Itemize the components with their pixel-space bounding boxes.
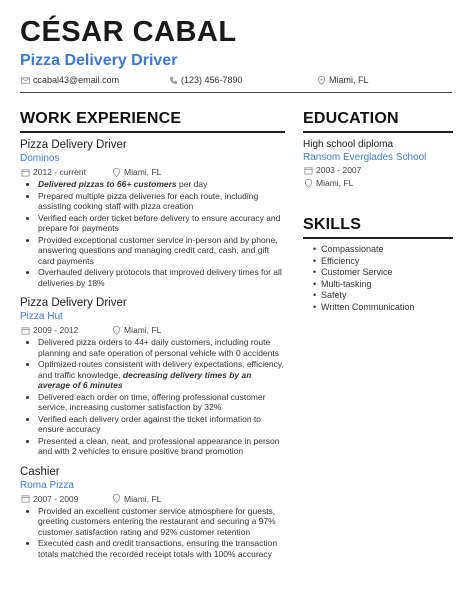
calendar-icon [303, 166, 313, 176]
bullet-item: • Delivered pizzas to 66+ customers per day [38, 179, 285, 190]
bullet-item: • Prepared multiple pizza deliveries for each route, including assisting cooking staff with pizza creation [38, 191, 285, 212]
education-degree: High school diploma [303, 139, 394, 150]
company-name: Pizza Hut [20, 311, 63, 322]
bullet-item: • Executed cash and credit transactions, ensuring the transaction totals matched the recorded receipt totals with 100% accuracy [38, 538, 285, 559]
education-location: Miami, FL [316, 178, 354, 188]
bullet-item: • Verified each delivery order against the ticket information to ensure accuracy [38, 414, 285, 435]
bullet-item: • Optimized routes consistent with delivery expectations, efficiency, and traffic knowledge, decreasing delivery times by an average of 6 minutes [38, 359, 285, 391]
skill-item: • Efficiency [313, 256, 453, 268]
sidebar-column [303, 110, 453, 313]
job-meta [20, 324, 285, 336]
company-name: Roma Pizza [20, 479, 74, 491]
job-entry [20, 465, 285, 560]
highlight-text: Delivered pizzas to 66+ customers [38, 179, 177, 189]
education-location-row [303, 177, 453, 190]
job-dates: 2009 - 2012 [33, 325, 79, 335]
contact-email [20, 74, 119, 86]
skill-item: • Safety [313, 290, 453, 302]
section-divider [20, 131, 285, 133]
location-pin-icon [111, 494, 121, 504]
job-location: Miami, FL [124, 167, 162, 177]
job-title: Cashier [20, 465, 60, 478]
phone-text[interactable]: (123) 456-7890 [181, 75, 243, 85]
bullet-item: • Delivered pizza orders to 44+ daily customers, including route planning and safe operation of personal vehicle with 0 accidents [38, 337, 285, 358]
section-divider [303, 237, 453, 239]
calendar-icon [20, 167, 30, 177]
job-entry [20, 138, 285, 288]
skill-item: • Customer Service [313, 267, 453, 279]
bullet-item: • Presented a clean, neat, and professional appearance in person and with 2 vehicles to ensure positive brand promotion [38, 436, 285, 457]
job-bullets [20, 506, 285, 560]
bullet-item: • Provided an excellent customer service atmosphere for guests, greeting customers entering the restaurant and securing a 97% customer satisfaction rating and 92% customer retention [38, 506, 285, 538]
contact-location [316, 74, 369, 86]
job-title: Pizza Delivery Driver [20, 139, 127, 151]
header-divider [20, 92, 452, 93]
skills-section [303, 216, 453, 313]
job-entry [20, 296, 285, 457]
section-divider [303, 131, 453, 133]
bullet-item: • Overhauled delivery protocols that improved delivery times for all deliveries by 18% [38, 267, 285, 288]
location-text: Miami, FL [329, 75, 369, 85]
company-name: Dominos [20, 153, 60, 164]
phone-icon [168, 75, 178, 85]
skills-list [303, 244, 453, 313]
skill-item: • Multi-tasking [313, 279, 453, 291]
envelope-icon [20, 75, 30, 85]
work-experience-heading: WORK EXPERIENCE [20, 110, 182, 127]
job-meta [20, 166, 285, 178]
job-dates: 2007 - 2009 [33, 493, 79, 504]
location-pin-icon [303, 179, 313, 189]
location-pin-icon [316, 75, 326, 85]
education-dates-row [303, 164, 453, 177]
job-location: Miami, FL [124, 493, 162, 504]
job-meta [20, 493, 285, 505]
education-dates: 2003 - 2007 [316, 165, 362, 175]
job-title: Pizza Delivery Driver [20, 297, 127, 309]
job-dates: 2012 - current [33, 167, 86, 177]
highlight-text: decreasing delivery times by an average of 6 minutes [38, 369, 252, 390]
calendar-icon [20, 325, 30, 335]
skill-item: • Compassionate [313, 244, 453, 256]
bullet-item: • Delivered each order on time, offering professional customer service, increasing customer satisfaction by 32% [38, 392, 285, 413]
email-text[interactable]: ccabal43@email.com [33, 75, 120, 85]
skill-item: • Written Communication [313, 302, 453, 314]
location-pin-icon [111, 167, 121, 177]
candidate-name: CÉSAR CABAL [20, 16, 237, 48]
candidate-role: Pizza Delivery Driver [20, 52, 178, 69]
contact-phone [168, 74, 243, 86]
job-bullets [20, 179, 285, 288]
job-location: Miami, FL [124, 325, 162, 335]
education-school: Ransom Everglades School [303, 152, 427, 163]
job-bullets [20, 337, 285, 457]
calendar-icon [20, 494, 30, 504]
bullet-item: • Verified each order ticket before delivery to ensure accuracy and prepare for payments [38, 213, 285, 234]
work-experience-column [20, 110, 285, 567]
location-pin-icon [111, 325, 121, 335]
education-heading: EDUCATION [303, 110, 399, 127]
skills-heading: SKILLS [303, 216, 362, 233]
bullet-item: • Provided exceptional customer service in-person and by phone, answering questions and managing credit card, cash, and gift card payments [38, 235, 285, 267]
